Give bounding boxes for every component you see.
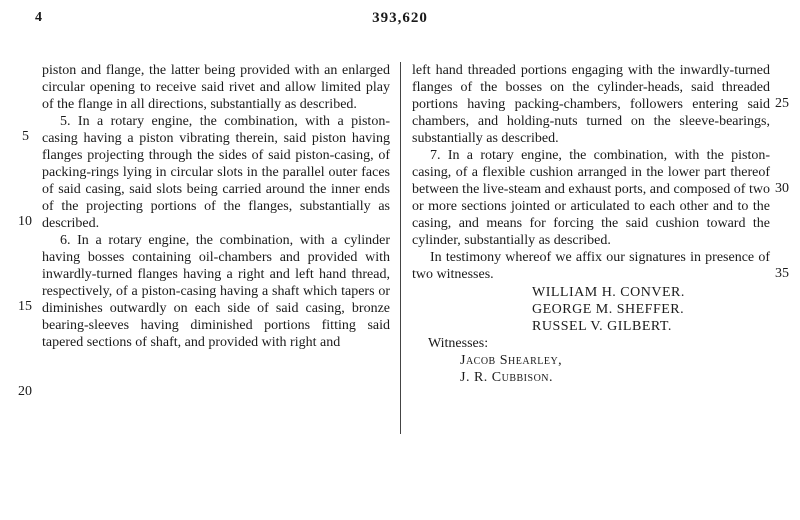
claim-6: 6. In a rotary engine, the combination, with a cylinder having bosses containing oil-chambers and provided with inwardly-turned flanges having a right and left hand thread, respectively, of a piston-casing having a shaft which tapers or diminishes outwardly on each side of said casing, bronze bearing-sleeves having diminished portions fitting said tapered sections of shaft, and provided with right and	[42, 233, 390, 350]
line-number-20: 20	[18, 384, 32, 399]
signer-name: WILLIAM H. CONVER.	[532, 285, 685, 300]
line-number-35: 35	[775, 266, 789, 281]
line-number-15: 15	[18, 299, 32, 314]
line-number-5: 5	[22, 129, 29, 144]
patent-number: 393,620	[372, 10, 428, 26]
signer-name: RUSSEL V. GILBERT.	[532, 319, 672, 334]
signer-name: GEORGE M. SHEFFER.	[532, 302, 685, 317]
right-column	[412, 62, 770, 386]
witness-name: J. R. Cubbison.	[460, 370, 554, 385]
signature-block	[412, 284, 770, 386]
page-number: 4	[35, 10, 42, 25]
column-divider	[400, 62, 401, 434]
left-column	[42, 62, 390, 351]
line-number-25: 25	[775, 96, 789, 111]
witness-name: Jacob Shearley,	[460, 353, 563, 368]
claim-7: 7. In a rotary engine, the combination, with the piston-casing, of a flexible cushion arranged in the lower part thereof between the live-steam and exhaust ports, and composed of two or more sections jointed or articulated to each other and to the casing, and means for forcing the said cushion toward the cylinder, substantially as described.	[412, 148, 770, 248]
witnesses-label: Witnesses:	[428, 336, 489, 351]
testimony-clause: In testimony whereof we affix our signatures in presence of two witnesses.	[412, 250, 770, 282]
claim-5: 5. In a rotary engine, the combination, with a piston-casing having a piston vibrating therein, said piston having flanges projecting through the sides of said piston-casing, of packing-rings lying in circular slots in the parallel outer faces of said casing, said slots being carried around the inner ends of the projecting portions of the flanges, substantially as described.	[42, 114, 390, 231]
claim-continuation: piston and flange, the latter being provided with an enlarged circular opening to receive said rivet and allow limited play of the flange in all directions, substantially as described.	[42, 63, 390, 112]
claim-6-continuation: left hand threaded portions engaging with the inwardly-turned flanges of the bosses on the cylinder-heads, said threaded portions having packing-chambers, followers entering said chambers, and holding-nuts turned on the sleeve-bearings, substantially as described.	[412, 63, 770, 146]
line-number-10: 10	[18, 214, 32, 229]
line-number-30: 30	[775, 181, 789, 196]
